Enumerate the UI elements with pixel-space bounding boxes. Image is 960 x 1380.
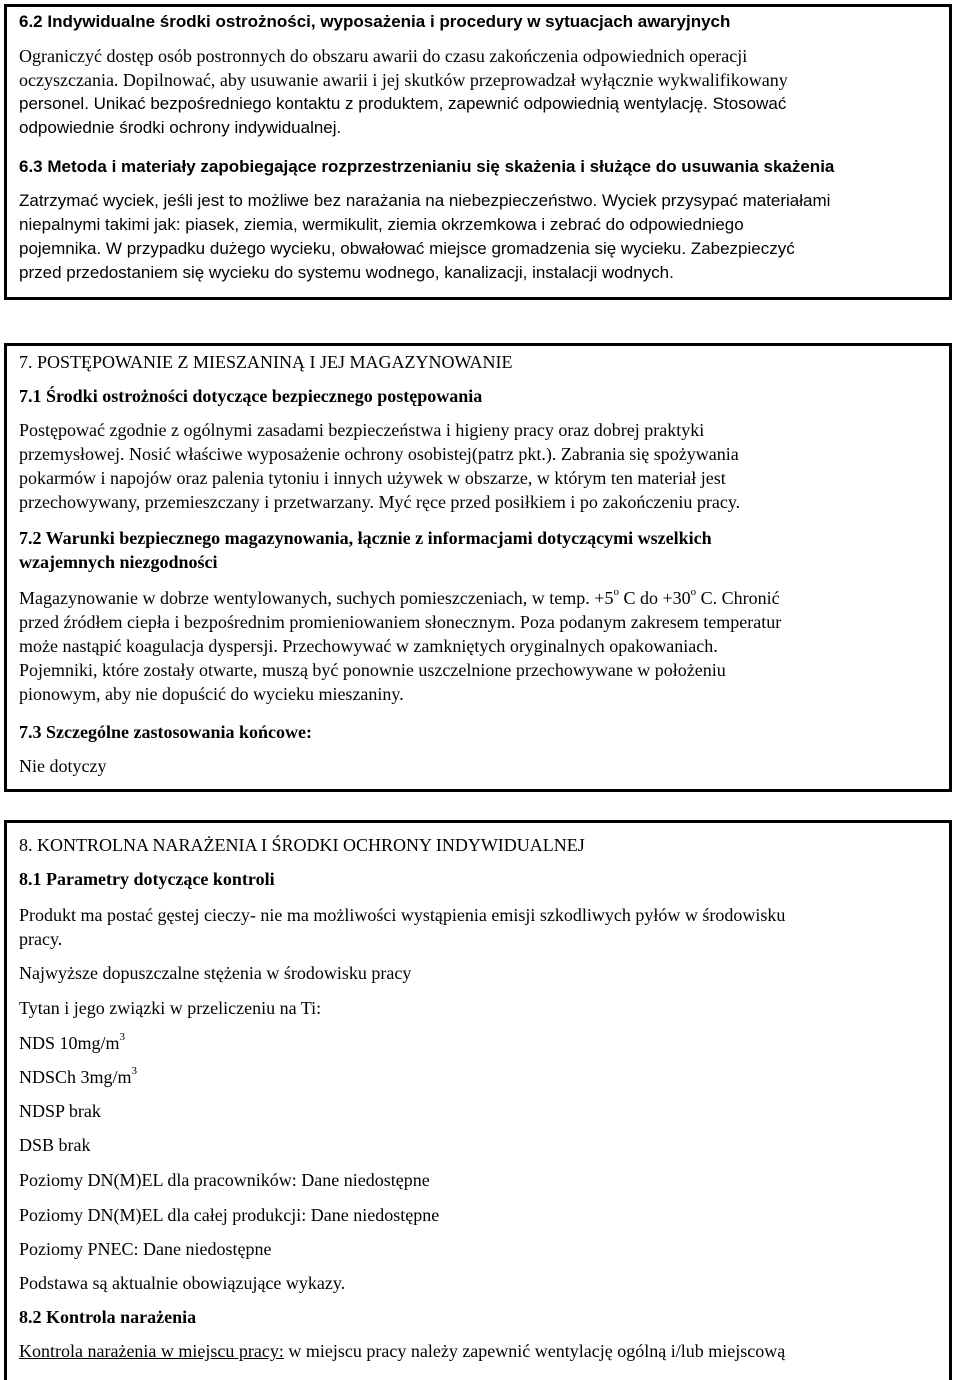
basis-line: Podstawa są aktualnie obowiązujące wykazy.: [19, 1273, 346, 1293]
section-7-2-heading-line-1: 7.2 Warunki bezpiecznego magazynowania, łącznie z informacjami dotyczącymi wszelkich: [19, 528, 712, 548]
section-7-heading: 7. POSTĘPOWANIE Z MIESZANINĄ I JEJ MAGAZYNOWANIE: [19, 352, 513, 372]
section-8-1-heading: 8.1 Parametry dotyczące kontroli: [19, 869, 275, 889]
section-8-heading: 8. KONTROLNA NARAŻENIA I ŚRODKI OCHRONY INDYWIDUALNEJ: [19, 835, 585, 855]
ndsch-unit-sup: 3: [131, 1065, 138, 1077]
section-8-1-para-line-2: pracy.: [19, 929, 63, 949]
section-6-2-line-4: odpowiednie środki ochrony indywidualnej.: [19, 118, 342, 137]
section-6-2-line-2: oczyszczania. Dopilnować, aby usuwanie awarii i jej skutków przeprowadzał wyłącznie wykwalifikowany: [19, 70, 788, 90]
section-6-box: [4, 4, 952, 300]
section-7-2-line-3: może nastąpić koagulacja dyspersji. Przechowywać w zamkniętych oryginalnych opakowaniach.: [19, 636, 718, 656]
nds-unit-sup: 3: [119, 1031, 126, 1043]
section-7-1-line-3: pokarmów i napojów oraz palenia tytoniu i innych używek w obszarze, w którym ten materiał jest: [19, 468, 726, 488]
nds-value: NDS 10mg/m: [19, 1033, 120, 1053]
section-7-2-line-1: [19, 586, 780, 610]
section-6-3-line-1: Zatrzymać wyciek, jeśli jest to możliwe bez narażania na niebezpieczeństwo. Wyciek przysypać materiałami: [19, 191, 831, 210]
storage-text-b: C do +30: [618, 588, 691, 608]
ndsch-line: [19, 1065, 137, 1089]
section-6-3-line-3: pojemnika. W przypadku dużego wycieku, obwałować miejsce gromadzenia się wycieku. Zabezpieczyć: [19, 239, 795, 258]
section-7-1-line-1: Postępować zgodnie z ogólnymi zasadami bezpieczeństwa i higieny pracy oraz dobrej praktyki: [19, 420, 705, 440]
section-7-2-heading-line-2: wzajemnych niezgodności: [19, 552, 218, 572]
section-7-2-line-4: Pojemniki, które zostały otwarte, muszą być ponownie uszczelnione przechowywane w położeniu: [19, 660, 726, 680]
section-7-box: [4, 343, 952, 792]
section-6-2-line-3: personel. Unikać bezpośredniego kontaktu z produktem, zapewnić odpowiednią wentylację. Stosować: [19, 94, 787, 113]
dsb-line: DSB brak: [19, 1135, 91, 1155]
titanium-line: Tytan i jego związki w przeliczeniu na Ti:: [19, 998, 322, 1018]
storage-text-a: Magazynowanie w dobrze wentylowanych, suchych pomieszczeniach, w temp. +5: [19, 588, 614, 608]
section-6-2-heading: 6.2 Indywidualne środki ostrożności, wyposażenia i procedury w sytuacjach awaryjnych: [19, 12, 731, 31]
section-7-2-line-2: przed źródłem ciepła i bezpośrednim promieniowaniem słonecznym. Poza podanym zakresem temperatur: [19, 612, 782, 632]
workplace-control-text: w miejscu pracy należy zapewnić wentylację ogólną i/lub miejscową: [283, 1341, 786, 1361]
section-7-2-line-5: pionowym, aby nie dopuścić do wycieku mieszaniny.: [19, 684, 404, 704]
section-7-1-line-4: przechowywany, przemieszczany i przetwarzany. Myć ręce przed posiłkiem i po zakończeniu pracy.: [19, 492, 741, 512]
section-7-1-heading: 7.1 Środki ostrożności dotyczące bezpiecznego postępowania: [19, 386, 483, 406]
dnel-population-line: Poziomy DN(M)EL dla całej produkcji: Dane niedostępne: [19, 1205, 440, 1225]
section-6-3-line-4: przed przedostaniem się wycieku do systemu wodnego, kanalizacji, instalacji wodnych.: [19, 263, 674, 282]
section-6-2-line-1: Ograniczyć dostęp osób postronnych do obszaru awarii do czasu zakończenia odpowiednich operacji: [19, 46, 748, 66]
section-7-1-line-2: przemysłowej. Nosić właściwe wyposażenie ochrony osobistej(patrz pkt.). Zabrania się spożywania: [19, 444, 739, 464]
pnec-line: Poziomy PNEC: Dane niedostępne: [19, 1239, 272, 1259]
workplace-control-label: Kontrola narażenia w miejscu pracy:: [19, 1341, 284, 1361]
section-8-2-heading: 8.2 Kontrola narażenia: [19, 1307, 197, 1327]
section-7-3-text: Nie dotyczy: [19, 756, 107, 776]
storage-text-c: C. Chronić: [696, 588, 780, 608]
section-7-3-heading: 7.3 Szczególne zastosowania końcowe:: [19, 722, 312, 742]
degree-sup-2: o: [690, 586, 697, 598]
section-8-box: [4, 820, 952, 1380]
degree-sup-1: o: [613, 586, 619, 598]
ndsch-value: NDSCh 3mg/m: [19, 1067, 132, 1087]
section-6-3-line-2: niepalnymi takimi jak: piasek, ziemia, wermikulit, ziemia okrzemkowa i zebrać do odpowiedniego: [19, 215, 744, 234]
nds-line: [19, 1031, 125, 1055]
dnel-workers-line: Poziomy DN(M)EL dla pracowników: Dane niedostępne: [19, 1170, 430, 1190]
section-8-1-para-line-1: Produkt ma postać gęstej cieczy- nie ma możliwości wystąpienia emisji szkodliwych pyłów w środowisku: [19, 905, 786, 925]
section-6-3-heading: 6.3 Metoda i materiały zapobiegające rozprzestrzenianiu się skażenia i służące do usuwania skażenia: [19, 157, 835, 176]
ndsp-line: NDSP brak: [19, 1101, 101, 1121]
nds-heading: Najwyższe dopuszczalne stężenia w środowisku pracy: [19, 963, 412, 983]
workplace-control-line: [19, 1339, 785, 1363]
